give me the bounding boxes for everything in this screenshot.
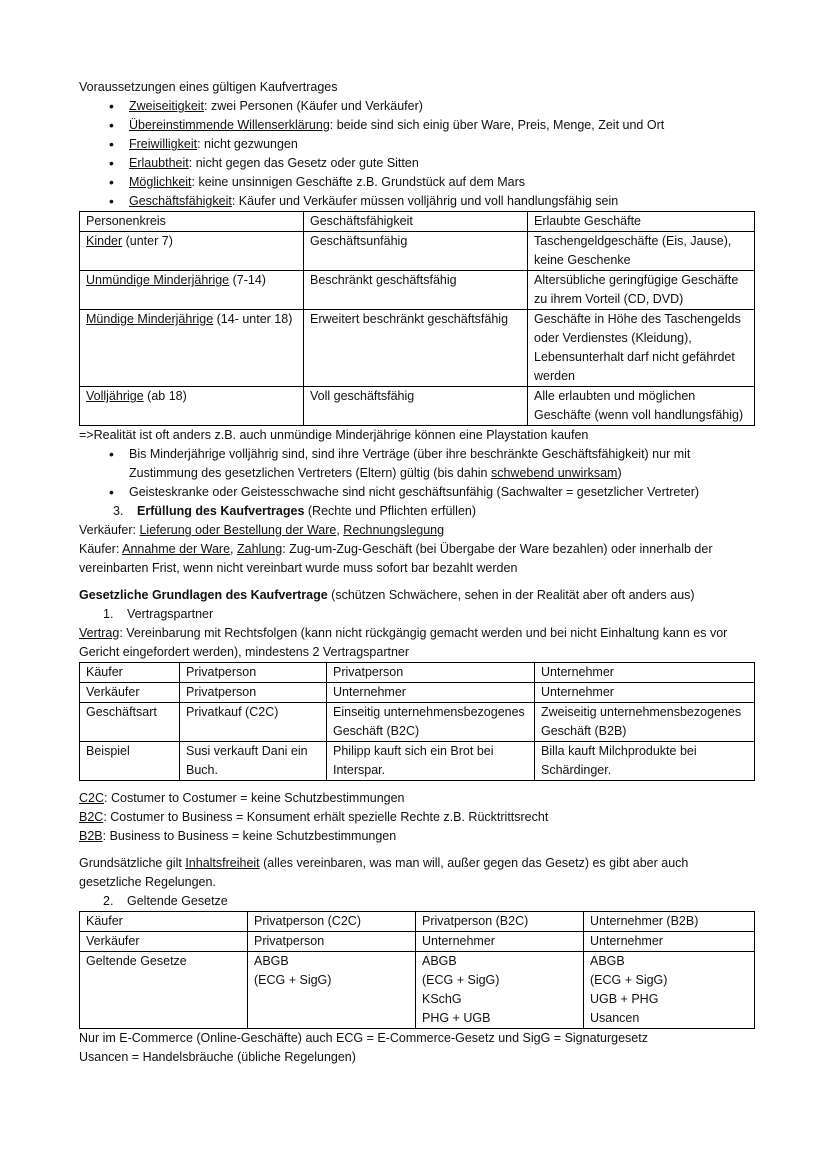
table-cell: Geschäftsunfähig [304,232,528,271]
table-header-cell: Erlaubte Geschäfte [528,212,755,232]
law-item: ABGB [254,954,289,968]
heading-text: Gesetzliche Grundlagen des Kaufvertrage [79,588,328,602]
document-page [79,78,754,1067]
table-cell: Philipp kauft sich ein Brot bei Interspar. [327,742,535,781]
term-text: : beide sind sich einig über Ware, Preis, Menge, Zeit und Ort [329,118,665,132]
term: Lieferung oder Bestellung der Ware [139,523,337,537]
table-cell: Geltende Gesetze [80,952,248,1029]
table-cell [80,310,304,387]
term: Rechnungslegung [343,523,445,537]
law-item: (ECG + SigG) [254,973,332,987]
term-text: (unter 7) [122,234,173,248]
term: Geschäftsfähigkeit [129,194,232,208]
table-cell [80,387,304,426]
table-row [80,232,755,271]
capacity-table [79,211,755,426]
law-item: Usancen [590,1011,640,1025]
heading-text: Vertragspartner [127,607,214,621]
term: Zweiseitigkeit [129,99,205,113]
table-cell: Verkäufer [80,683,180,703]
footer-line: Usancen = Handelsbräuche (übliche Regelungen) [79,1050,356,1064]
table-cell: Unternehmer [416,932,584,952]
table-row [80,683,755,703]
law-item: ABGB [590,954,625,968]
definition-text: : Costumer to Costumer = keine Schutzbestimmungen [104,791,405,805]
paragraph-text: (alles vereinbaren, was man will, außer gegen das Gesetz) es gibt aber auch gesetzliche Regelungen. [79,856,689,889]
term: B2B [79,829,103,843]
label: Verkäufer [79,523,133,537]
paragraph-text: Grundsätzliche gilt [79,856,186,870]
laws-heading [79,892,754,911]
table-cell: Beispiel [80,742,180,781]
table-cell [80,232,304,271]
term-text: : zwei Personen (Käufer und Verkäufer) [204,99,423,113]
heading-text: Erfüllung des Kaufvertrages [137,504,305,518]
term-text: : keine unsinnigen Geschäfte z.B. Grundstück auf dem Mars [191,175,526,189]
table-cell [80,271,304,310]
table-row [80,932,755,952]
term: Freiwilligkeit [129,137,198,151]
buyer-duties: Käufer: Annahme der Ware, Zahlung: Zug-um-Zug-Geschäft (bei Übergabe der Ware bezahlen) oder innerhalb der vereinbarten Frist, wenn nicht vereinbart wurde muss sofort bar bezahlt werden [79,542,713,575]
partner-table [79,662,755,781]
table-cell: Taschengeldgeschäfte (Eis, Jause), keine Geschenke [528,232,755,271]
law-item: ABGB [422,954,457,968]
capacity-notes-list [79,445,754,502]
definition-text: : Costumer to Business = Konsument erhält spezielle Rechte z.B. Rücktrittsrecht [103,810,549,824]
note-text: ) [617,466,622,480]
table-cell: Privatperson [248,932,416,952]
table-cell: Privatperson [327,663,535,683]
heading-subtitle: (schützen Schwächere, sehen in der Realität aber oft anders aus) [327,588,695,602]
term: Volljährige [86,389,144,403]
table-row [80,912,755,932]
table-cell: Privatperson (B2C) [416,912,584,932]
table-row [80,952,755,1029]
law-item: UGB + PHG [590,992,659,1006]
table-cell [416,952,584,1029]
partners-heading [79,605,754,624]
term: Mündige Minderjährige [86,312,214,326]
table-cell: Unternehmer (B2B) [584,912,755,932]
list-number: 2. [103,894,114,908]
table-cell: Verkäufer [80,932,248,952]
law-table [79,911,755,1029]
term: Unmündige Minderjährige [86,273,230,287]
law-item: (ECG + SigG) [422,973,500,987]
list-item [79,192,754,211]
term: Übereinstimmende Willenserklärung [129,118,330,132]
term: B2C [79,810,104,824]
note-text: Geisteskranke oder Geistesschwache sind nicht geschäftsunfähig (Sachwalter = gesetzlicher Vertreter) [129,485,700,499]
table-cell: Susi verkauft Dani ein Buch. [180,742,327,781]
table-cell: Einseitig unternehmensbezogenes Geschäft (B2C) [327,703,535,742]
term: C2C [79,791,105,805]
table-row [80,742,755,781]
abbreviation-line [79,808,754,827]
reality-note: =>Realität ist oft anders z.B. auch unmündige Minderjährige können eine Playstation kaufen [79,428,589,442]
term: Annahme der Ware [122,542,231,556]
heading-subtitle: (Rechte und Pflichten erfüllen) [304,504,477,518]
abbreviation-line [79,827,754,846]
term-text: (ab 18) [143,389,187,403]
table-cell: Altersübliche geringfügige Geschäfte zu ihrem Vorteil (CD, DVD) [528,271,755,310]
content-freedom [79,854,754,892]
table-cell [248,952,416,1029]
table-row [80,310,755,387]
table-cell: Privatperson (C2C) [248,912,416,932]
abbreviation-line [79,789,754,808]
table-cell: Beschränkt geschäftsfähig [304,271,528,310]
footer-line: Nur im E-Commerce (Online-Geschäfte) auch ECG = E-Commerce-Gesetz und SigG = Signaturgesetz [79,1031,648,1045]
term-text: : nicht gezwungen [197,137,298,151]
table-cell: Käufer [80,663,180,683]
conditions-list [79,97,754,211]
table-cell: Privatperson [180,663,327,683]
duty-text: : Zug-um-Zug-Geschäft (bei Übergabe der Ware bezahlen) oder innerhalb der vereinbarten Frist, wenn nicht vereinbart wurde muss sofort bar bezahlt werden [79,542,713,575]
table-cell: Erweitert beschränkt geschäftsfähig [304,310,528,387]
table-cell: Unternehmer [584,932,755,952]
table-cell: Alle erlaubten und möglichen Geschäfte (wenn voll handlungsfähig) [528,387,755,426]
list-item [79,116,754,135]
table-cell: Käufer [80,912,248,932]
list-item [79,173,754,192]
section-title: Voraussetzungen eines gültigen Kaufvertrages [79,80,338,94]
table-row [80,387,755,426]
term: Kinder [86,234,123,248]
seller-duties: Verkäufer: Lieferung oder Bestellung der Ware, Rechnungslegung [79,523,445,537]
table-cell: Unternehmer [535,663,755,683]
table-cell: Privatperson [180,683,327,703]
table-cell: Geschäfte in Höhe des Taschengelds oder Verdienstes (Kleidung), Lebensunterhalt darf nicht gefährdet werden [528,310,755,387]
label: Käufer [79,542,116,556]
term-text: : Käufer und Verkäufer müssen volljährig und voll handlungsfähig sein [231,194,619,208]
list-item [79,445,754,483]
term-text: : nicht gegen das Gesetz oder gute Sitten [188,156,419,170]
list-item [79,154,754,173]
list-item [79,135,754,154]
table-header-cell: Personenkreis [80,212,304,232]
table-cell [584,952,755,1029]
term-text: (14- unter 18) [213,312,293,326]
contract-definition [79,624,754,662]
fulfillment-heading [79,502,754,521]
table-cell: Zweiseitig unternehmensbezogenes Geschäft (B2B) [535,703,755,742]
list-item [79,483,754,502]
law-item: PHG + UGB [422,1011,491,1025]
table-row [80,271,755,310]
table-header-row [80,212,755,232]
table-cell: Billa kauft Milchprodukte bei Schärdinger. [535,742,755,781]
table-row [80,703,755,742]
table-cell: Geschäftsart [80,703,180,742]
term: schwebend unwirksam [490,466,618,480]
term-text: (7-14) [229,273,266,287]
table-cell: Voll geschäftsfähig [304,387,528,426]
table-cell: Unternehmer [327,683,535,703]
table-cell: Privatkauf (C2C) [180,703,327,742]
definition-text: : Vereinbarung mit Rechtsfolgen (kann nicht rückgängig gemacht werden und bei nicht Einhaltung kann es vor Gericht eingefordert werden), mindestens 2 Vertragspartner [79,626,728,659]
law-item: KSchG [422,992,462,1006]
table-row [80,663,755,683]
table-header-cell: Geschäftsfähigkeit [304,212,528,232]
list-number: 1. [103,607,114,621]
note-text: Bis Minderjährige volljährig sind, sind ihre Verträge (über ihre beschränkte Geschäftsfähigkeit) nur mit Zustimmung des gesetzlichen Vertreters (Eltern) gültig (bis dahin [129,447,691,480]
term: Inhaltsfreiheit [185,856,260,870]
term: Möglichkeit [129,175,192,189]
table-cell: Unternehmer [535,683,755,703]
legal-heading [79,586,754,605]
definition-text: : Business to Business = keine Schutzbestimmungen [102,829,397,843]
list-item [79,97,754,116]
heading-text: Geltende Gesetze [127,894,228,908]
term: Zahlung [237,542,283,556]
law-item: (ECG + SigG) [590,973,668,987]
term: Vertrag [79,626,120,640]
term: Erlaubtheit [129,156,189,170]
list-number: 3. [113,504,124,518]
